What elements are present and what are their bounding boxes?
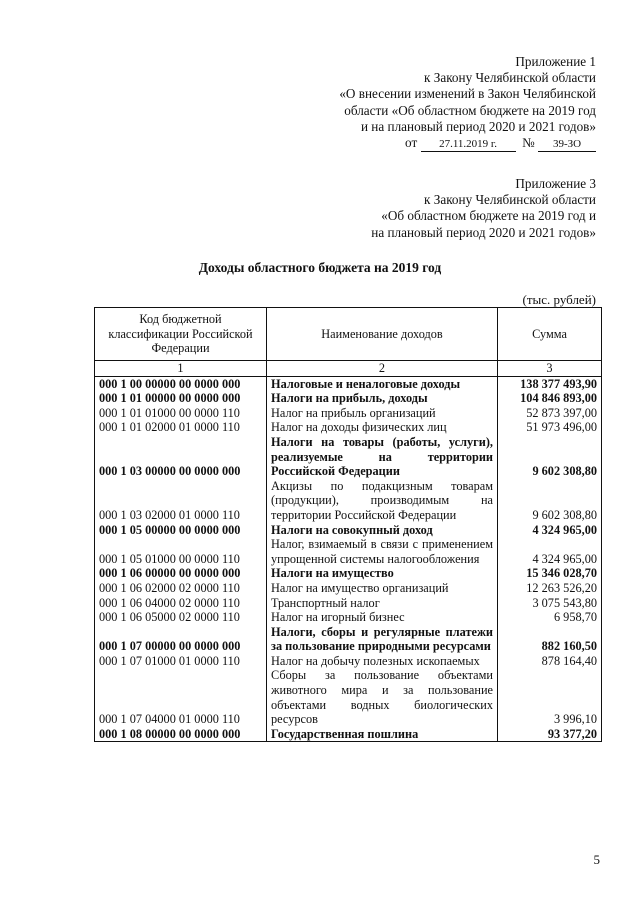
table-row xyxy=(95,625,602,654)
row-sum: 104 846 893,00 xyxy=(498,391,602,406)
row-code: 000 1 01 02000 01 0000 110 xyxy=(95,420,267,435)
row-sum: 3 075 543,80 xyxy=(498,596,602,611)
row-name: Налоги на прибыль, доходы xyxy=(267,391,498,406)
appendix-1-line: «О внесении изменений в Закон Челябинской xyxy=(339,86,596,102)
table-row xyxy=(95,391,602,406)
row-code: 000 1 06 00000 00 0000 000 xyxy=(95,566,267,581)
appendix-3-line: к Закону Челябинской области xyxy=(424,192,596,208)
revenue-table xyxy=(94,307,602,742)
document-title: Доходы областного бюджета на 2019 год xyxy=(198,260,442,275)
row-code: 000 1 03 02000 01 0000 110 xyxy=(95,479,267,523)
table-row xyxy=(95,581,602,596)
row-code: 000 1 07 01000 01 0000 110 xyxy=(95,654,267,669)
table-body xyxy=(95,376,602,742)
table-row xyxy=(95,420,602,435)
row-name: Налог на прибыль организаций xyxy=(267,406,498,421)
row-sum: 15 346 028,70 xyxy=(498,566,602,581)
row-code: 000 1 05 01000 00 0000 110 xyxy=(95,537,267,566)
table-row xyxy=(95,537,602,566)
header-name: Наименование доходов xyxy=(267,308,498,361)
row-name: Налоги на товары (работы, услуги), реализуемые на территории Российской Федерации xyxy=(267,435,498,479)
row-name: Налоги, сборы и регулярные платежи за пользование природными ресурсами xyxy=(267,625,498,654)
appendix-3-line: Приложение 3 xyxy=(515,176,596,191)
appendix-1-line: Приложение 1 xyxy=(515,54,596,69)
page-number: 5 xyxy=(593,852,600,867)
row-sum: 52 873 397,00 xyxy=(498,406,602,421)
header-sum: Сумма xyxy=(498,308,602,361)
row-sum: 3 996,10 xyxy=(498,668,602,726)
number-value: 39-ЗО xyxy=(538,138,596,152)
row-sum: 4 324 965,00 xyxy=(498,523,602,538)
row-name: Налоговые и неналоговые доходы xyxy=(267,376,498,391)
row-name: Налоги на совокупный доход xyxy=(267,523,498,538)
column-number-row xyxy=(95,361,602,377)
row-sum: 138 377 493,90 xyxy=(498,376,602,391)
row-sum: 9 602 308,80 xyxy=(498,479,602,523)
table-header-row xyxy=(95,308,602,361)
row-code: 000 1 00 00000 00 0000 000 xyxy=(95,376,267,391)
row-code: 000 1 06 02000 02 0000 110 xyxy=(95,581,267,596)
row-name: Налог на игорный бизнес xyxy=(267,610,498,625)
table-row xyxy=(95,566,602,581)
row-name: Налоги на имущество xyxy=(267,566,498,581)
row-sum: 93 377,20 xyxy=(498,727,602,742)
date-prefix: от xyxy=(405,135,418,151)
header-code: Код бюджетной классификации Российской Федерации xyxy=(95,308,267,361)
appendix-1-line: и на плановый период 2020 и 2021 годов» xyxy=(360,118,596,134)
table-row xyxy=(95,376,602,391)
date-value: 27.11.2019 г. xyxy=(421,138,516,152)
row-code: 000 1 07 04000 01 0000 110 xyxy=(95,668,267,726)
appendix-1-line: к Закону Челябинской области xyxy=(424,70,596,86)
table-row xyxy=(95,523,602,538)
row-sum: 882 160,50 xyxy=(498,625,602,654)
table-row xyxy=(95,479,602,523)
row-sum: 51 973 496,00 xyxy=(498,420,602,435)
row-code: 000 1 03 00000 00 0000 000 xyxy=(95,435,267,479)
row-sum: 4 324 965,00 xyxy=(498,537,602,566)
number-prefix: № xyxy=(522,135,535,151)
table-row xyxy=(95,596,602,611)
table-row xyxy=(95,654,602,669)
column-number: 3 xyxy=(498,361,602,377)
row-sum: 6 958,70 xyxy=(498,610,602,625)
appendix-1-line: области «Об областном бюджете на 2019 год xyxy=(344,102,596,118)
appendix-3-line: на плановый период 2020 и 2021 годов» xyxy=(371,224,596,240)
table-row xyxy=(95,668,602,726)
appendix-3-block xyxy=(371,176,596,241)
row-sum: 878 164,40 xyxy=(498,654,602,669)
appendix-1-date-line xyxy=(339,135,596,152)
row-name: Сборы за пользование объектами животного мира и за пользование объектами водных биологических ресурсов xyxy=(267,668,498,726)
table-row xyxy=(95,406,602,421)
row-name: Транспортный налог xyxy=(267,596,498,611)
row-code: 000 1 05 00000 00 0000 000 xyxy=(95,523,267,538)
table-row xyxy=(95,727,602,742)
units-label: (тыс. рублей) xyxy=(522,292,596,307)
row-name: Налог на имущество организаций xyxy=(267,581,498,596)
row-code: 000 1 07 00000 00 0000 000 xyxy=(95,625,267,654)
row-name: Налог, взимаемый в связи с применением упрощенной системы налогообложения xyxy=(267,537,498,566)
table-row xyxy=(95,435,602,479)
table-row xyxy=(95,610,602,625)
row-code: 000 1 06 05000 02 0000 110 xyxy=(95,610,267,625)
row-code: 000 1 06 04000 02 0000 110 xyxy=(95,596,267,611)
row-name: Акцизы по подакцизным товарам (продукции), производимым на территории Российской Федерации xyxy=(267,479,498,523)
row-sum: 12 263 526,20 xyxy=(498,581,602,596)
row-name: Государственная пошлина xyxy=(267,727,498,742)
appendix-1-block xyxy=(339,54,596,152)
appendix-3-line: «Об областном бюджете на 2019 год и xyxy=(381,208,596,224)
column-number: 1 xyxy=(95,361,267,377)
row-sum: 9 602 308,80 xyxy=(498,435,602,479)
column-number: 2 xyxy=(267,361,498,377)
row-name: Налог на доходы физических лиц xyxy=(267,420,498,435)
row-code: 000 1 01 01000 00 0000 110 xyxy=(95,406,267,421)
row-code: 000 1 08 00000 00 0000 000 xyxy=(95,727,267,742)
row-code: 000 1 01 00000 00 0000 000 xyxy=(95,391,267,406)
row-name: Налог на добычу полезных ископаемых xyxy=(267,654,498,669)
